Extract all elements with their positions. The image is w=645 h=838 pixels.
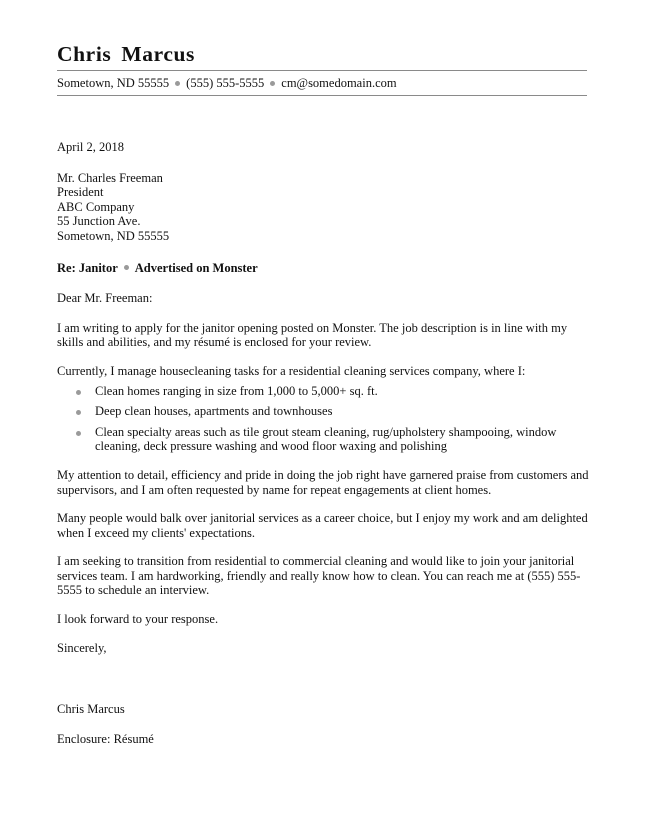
bullet-separator-icon <box>124 265 129 270</box>
list-item-text: Deep clean houses, apartments and townhouses <box>95 404 333 419</box>
paragraph-transition: I am seeking to transition from residential to commercial cleaning and would like to join your janitorial services team. I am hardworking, friendly and really know how to clean. You can reach me at (555) 555-5555 to schedule an interview. <box>57 554 581 598</box>
bullet-icon <box>76 410 81 415</box>
signature-name: Chris Marcus <box>57 702 125 717</box>
recipient-address <box>57 171 592 244</box>
salutation: Dear Mr. Freeman: <box>57 291 153 306</box>
paragraph-attention: My attention to detail, efficiency and pride in doing the job right have garnered praise from customers and supervisors, and I am often requested by name for repeat engagements at client homes. <box>57 467 589 497</box>
paragraph-career: Many people would balk over janitorial services as a career choice, but I enjoy my work and am delighted when I exceed my clients' expectations. <box>57 511 588 540</box>
recipient-name: Mr. Charles Freeman <box>57 170 163 185</box>
header-bottom-rule <box>57 95 587 96</box>
recipient-company: ABC Company <box>57 199 135 214</box>
bullet-separator-icon <box>270 81 275 86</box>
bullet-icon <box>76 431 81 436</box>
duties-list <box>57 384 592 454</box>
bullet-icon <box>76 390 81 395</box>
paragraph-response: I look forward to your response. <box>57 612 219 627</box>
paragraph-intro: I am writing to apply for the janitor opening posted on Monster. The job description is in line with my skills and abilities, and my résumé is enclosed for your review. <box>57 320 568 350</box>
bullet-separator-icon <box>175 81 180 86</box>
letter-date: April 2, 2018 <box>57 140 125 154</box>
list-item-text: Clean homes ranging in size from 1,000 to 5,000+ sq. ft. <box>95 383 378 398</box>
list-item-text: Clean specialty areas such as tile grout steam cleaning, rug/upholstery shampooing, window cleaning, deck pressure washing and wood floor waxing and polishing <box>95 424 557 454</box>
contact-email: cm@somedomain.com <box>281 76 397 90</box>
letter-body <box>57 140 592 746</box>
contact-address: Sometown, ND 55555 <box>57 76 170 90</box>
paragraph-current-role: Currently, I manage housecleaning tasks for a residential cleaning services company, where I: <box>57 363 526 378</box>
applicant-name: Chris Marcus <box>57 42 196 66</box>
contact-line <box>57 76 587 91</box>
enclosure-line: Enclosure: Résumé <box>57 731 154 746</box>
subject-line <box>57 261 592 276</box>
subject-detail: Advertised on Monster <box>134 260 258 275</box>
list-item <box>57 404 592 419</box>
recipient-street: 55 Junction Ave. <box>57 214 141 229</box>
closing: Sincerely, <box>57 640 107 655</box>
recipient-city: Sometown, ND 55555 <box>57 228 170 243</box>
list-item <box>57 384 592 399</box>
contact-phone: (555) 555-5555 <box>186 76 265 90</box>
recipient-title: President <box>57 185 104 200</box>
list-item <box>57 425 592 454</box>
subject-label: Re: Janitor <box>57 260 118 275</box>
header-top-rule <box>57 70 587 71</box>
